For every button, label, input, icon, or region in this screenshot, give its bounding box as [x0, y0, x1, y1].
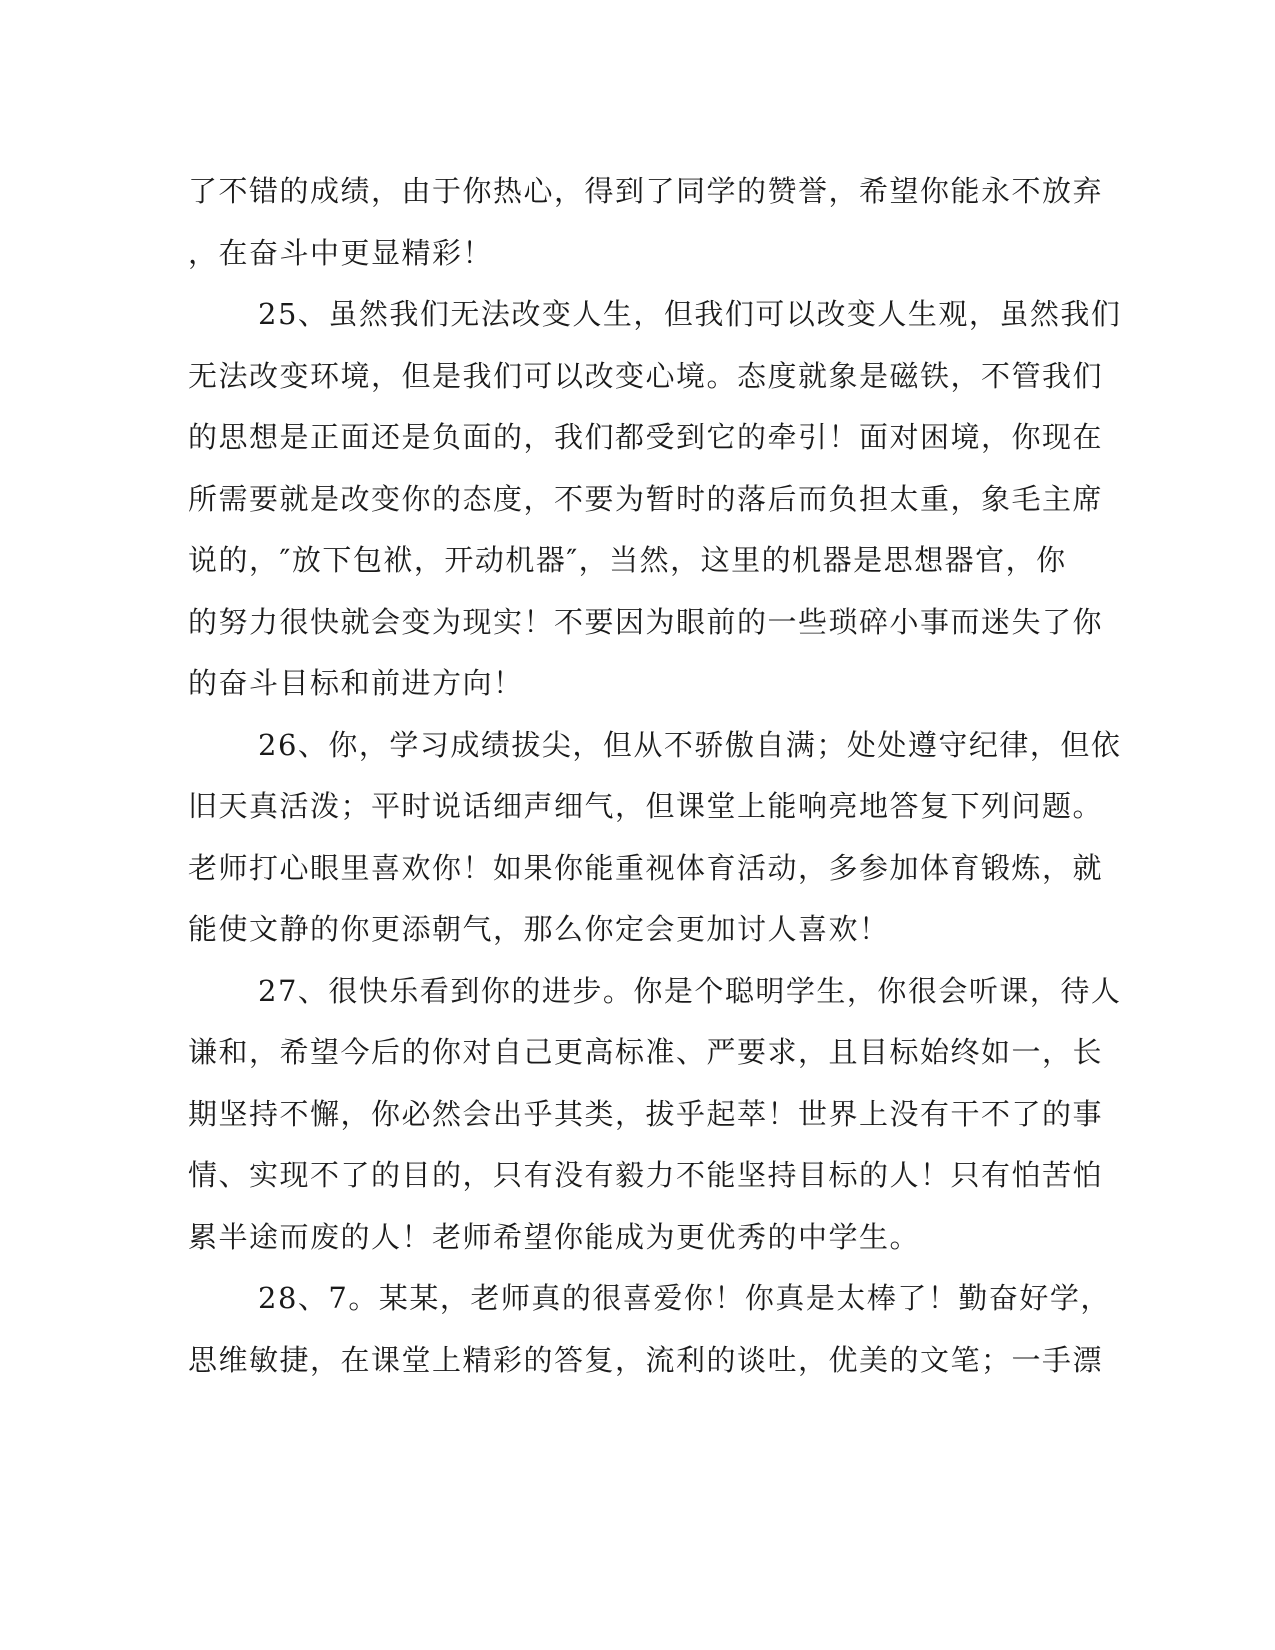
body-text — [188, 161, 1122, 1391]
text-line: 所需要就是改变你的态度，不要为暂时的落后而负担太重，象毛主席 — [188, 481, 1104, 516]
text-line: 无法改变环境，但是我们可以改变心境。态度就象是磁铁，不管我们 — [188, 358, 1104, 393]
text-line: 的思想是正面还是负面的，我们都受到它的牵引！面对困境，你现在 — [188, 420, 1104, 454]
text-line: 期坚持不懈，你必然会出乎其类，拔乎起萃！世界上没有干不了的事 — [188, 1096, 1104, 1131]
paragraph-start-25: 25、虽然我们无法改变人生，但我们可以改变人生观，虽然我们 — [258, 297, 1122, 331]
paragraph-start-26: 26、你，学习成绩拔尖，但从不骄傲自满；处处遵守纪律，但依 — [258, 727, 1122, 762]
text-line: 情、实现不了的目的，只有没有毅力不能坚持目标的人！只有怕苦怕 — [188, 1158, 1104, 1192]
paragraph-start-27: 27、很快乐看到你的进步。你是个聪明学生，你很会听课，待人 — [258, 973, 1122, 1008]
text-line: 旧天真活泼；平时说话细声细气，但课堂上能响亮地答复下列问题。 — [188, 789, 1104, 823]
text-line: 的奋斗目标和前进方向！ — [188, 666, 524, 700]
text-line: 说的，″放下包袱，开动机器″，当然，这里的机器是思想器官，你 — [188, 543, 1067, 577]
text-line: 累半途而废的人！老师希望你能成为更优秀的中学生。 — [188, 1219, 921, 1254]
text-line: 了不错的成绩，由于你热心，得到了同学的赞誉，希望你能永不放弃 — [188, 174, 1104, 208]
paragraph-start-28: 28、7。某某，老师真的很喜爱你！你真是太棒了！勤奋好学， — [258, 1281, 1111, 1315]
text-line: ，在奋斗中更显精彩！ — [188, 235, 494, 270]
text-line: 能使文静的你更添朝气，那么你定会更加讨人喜欢！ — [188, 912, 890, 946]
text-line: 的努力很快就会变为现实！不要因为眼前的一些琐碎小事而迷失了你 — [188, 604, 1104, 639]
text-line: 谦和，希望今后的你对自己更高标准、严要求，且目标始终如一，长 — [188, 1035, 1104, 1069]
text-line: 老师打心眼里喜欢你！如果你能重视体育活动，多参加体育锻炼，就 — [188, 850, 1104, 885]
text-line: 思维敏捷，在课堂上精彩的答复，流利的谈吐，优美的文笔；一手漂 — [188, 1342, 1104, 1377]
